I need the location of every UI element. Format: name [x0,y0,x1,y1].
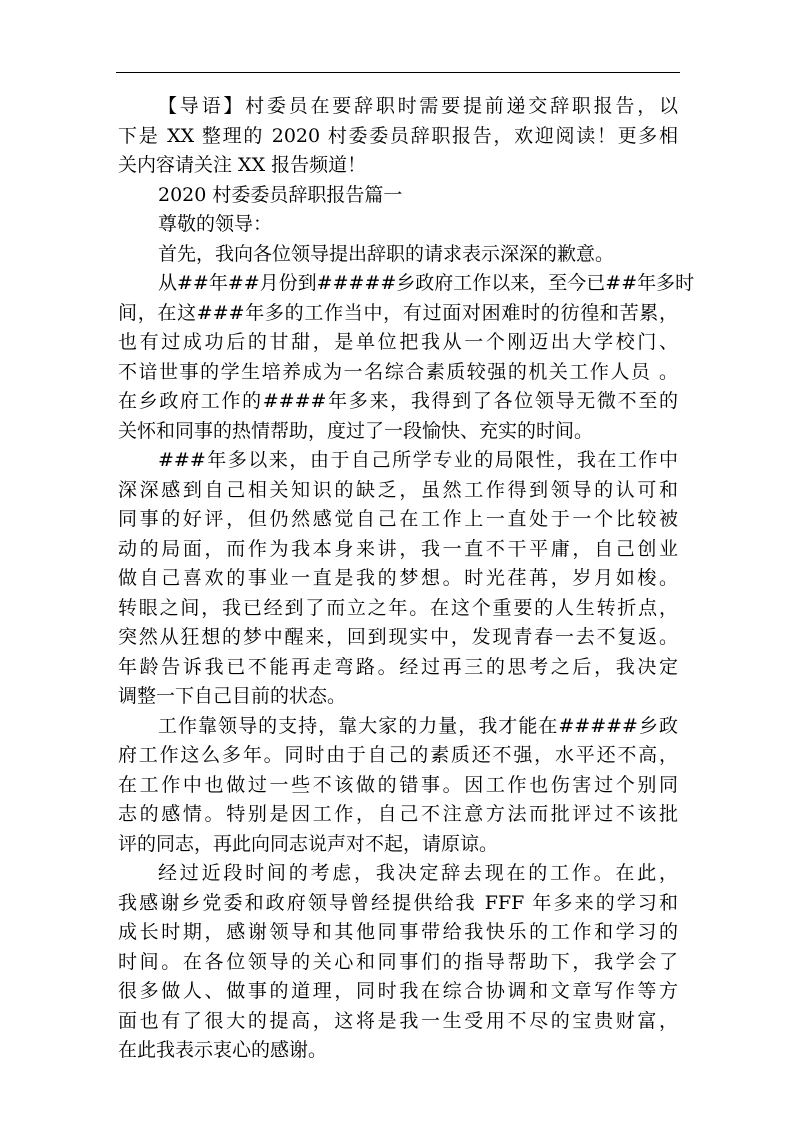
text-line: 面也有了很大的提高，这将是我一生受用不尽的宝贵财富， [118,1009,678,1032]
text-line: 很多做人、做事的道理，同时我在综合协调和文章写作等方 [118,980,678,1002]
intro-paragraph [118,92,678,181]
text-line: 在乡政府工作的####年多来，我得到了各位领导无微不至的 [118,390,678,412]
paragraph [118,712,678,860]
text-line: 时间。在各位领导的关心和同事们的指导帮助下，我学会了 [118,950,678,973]
text-line: 深深感到自己相关知识的缺乏，虽然工作得到领导的认可和 [118,478,678,501]
text-line: 我感谢乡党委和政府领导曾经提供给我 FFF 年多来的学习和 [118,891,678,914]
text-line: 突然从狂想的梦中醒来，回到现实中，发现青春一去不复返。 [118,626,678,648]
text-line: 年龄告诉我已不能再走弯路。经过再三的思考之后，我决定 [118,655,678,678]
header-rule [116,72,680,73]
text-line: 从##年##月份到#####乡政府工作以来，至今已##年多时 [158,272,695,294]
section-title [118,181,678,211]
text-line: 尊敬的领导： [158,213,273,235]
text-line: 在此我表示衷心的感谢。 [118,1039,328,1061]
paragraph [118,269,695,446]
text-line: 关怀和同事的热情帮助，度过了一段愉快、充实的时间。 [118,419,594,442]
paragraph [118,446,678,712]
text-line: 动的局面，而作为我本身来讲，我一直不干平庸，自己创业 [118,537,678,560]
text-line: 评的同志，再此向同志说声对不起，请原谅。 [118,832,499,855]
paragraph [118,859,678,1066]
text-line: 志的感情。特别是因工作，自己不注意方法而批评过不该批 [118,803,678,825]
text-line: 成长时期，感谢领导和其他同事带给我快乐的工作和学习的 [118,921,678,943]
text-line: 调整一下自己目前的状态。 [118,685,347,707]
paragraph [118,240,678,270]
text-line: 首先，我向各位领导提出辞职的请求表示深深的歉意。 [158,242,615,265]
salutation [118,210,678,240]
text-line: 做自己喜欢的事业一直是我的梦想。时光荏苒，岁月如梭。 [118,567,678,589]
text-line: 转眼之间，我已经到了而立之年。在这个重要的人生转折点， [118,596,678,619]
text-line: ###年多以来，由于自己所学专业的局限性，我在工作中 [158,449,678,471]
text-line: 经过近段时间的考虑，我决定辞去现在的工作。在此， [158,862,678,884]
document-body [118,92,695,1066]
text-line: 关内容请关注 XX 报告频道！ [118,154,367,176]
text-line: 在工作中也做过一些不该做的错事。因工作也伤害过个别同 [118,773,678,796]
text-line: 2020 村委委员辞职报告篇一 [158,183,403,206]
text-line: 府工作这么多年。同时由于自己的素质还不强，水平还不高， [118,744,678,766]
text-line: 间，在这###年多的工作当中，有过面对困难时的彷徨和苦累， [118,301,678,324]
text-line: 也有过成功后的甘甜，是单位把我从一个刚迈出大学校门、 [118,331,678,353]
text-line: 不谙世事的学生培养成为一名综合素质较强的机关工作人员 。 [118,360,678,383]
text-line: 下是 XX 整理的 2020 村委委员辞职报告，欢迎阅读！更多相 [118,124,678,147]
text-line: 【导语】村委员在要辞职时需要提前递交辞职报告，以 [158,95,678,117]
text-line: 工作靠领导的支持，靠大家的力量，我才能在#####乡政 [158,714,678,737]
text-line: 同事的好评，但仍然感觉自己在工作上一直处于一个比较被 [118,508,678,530]
